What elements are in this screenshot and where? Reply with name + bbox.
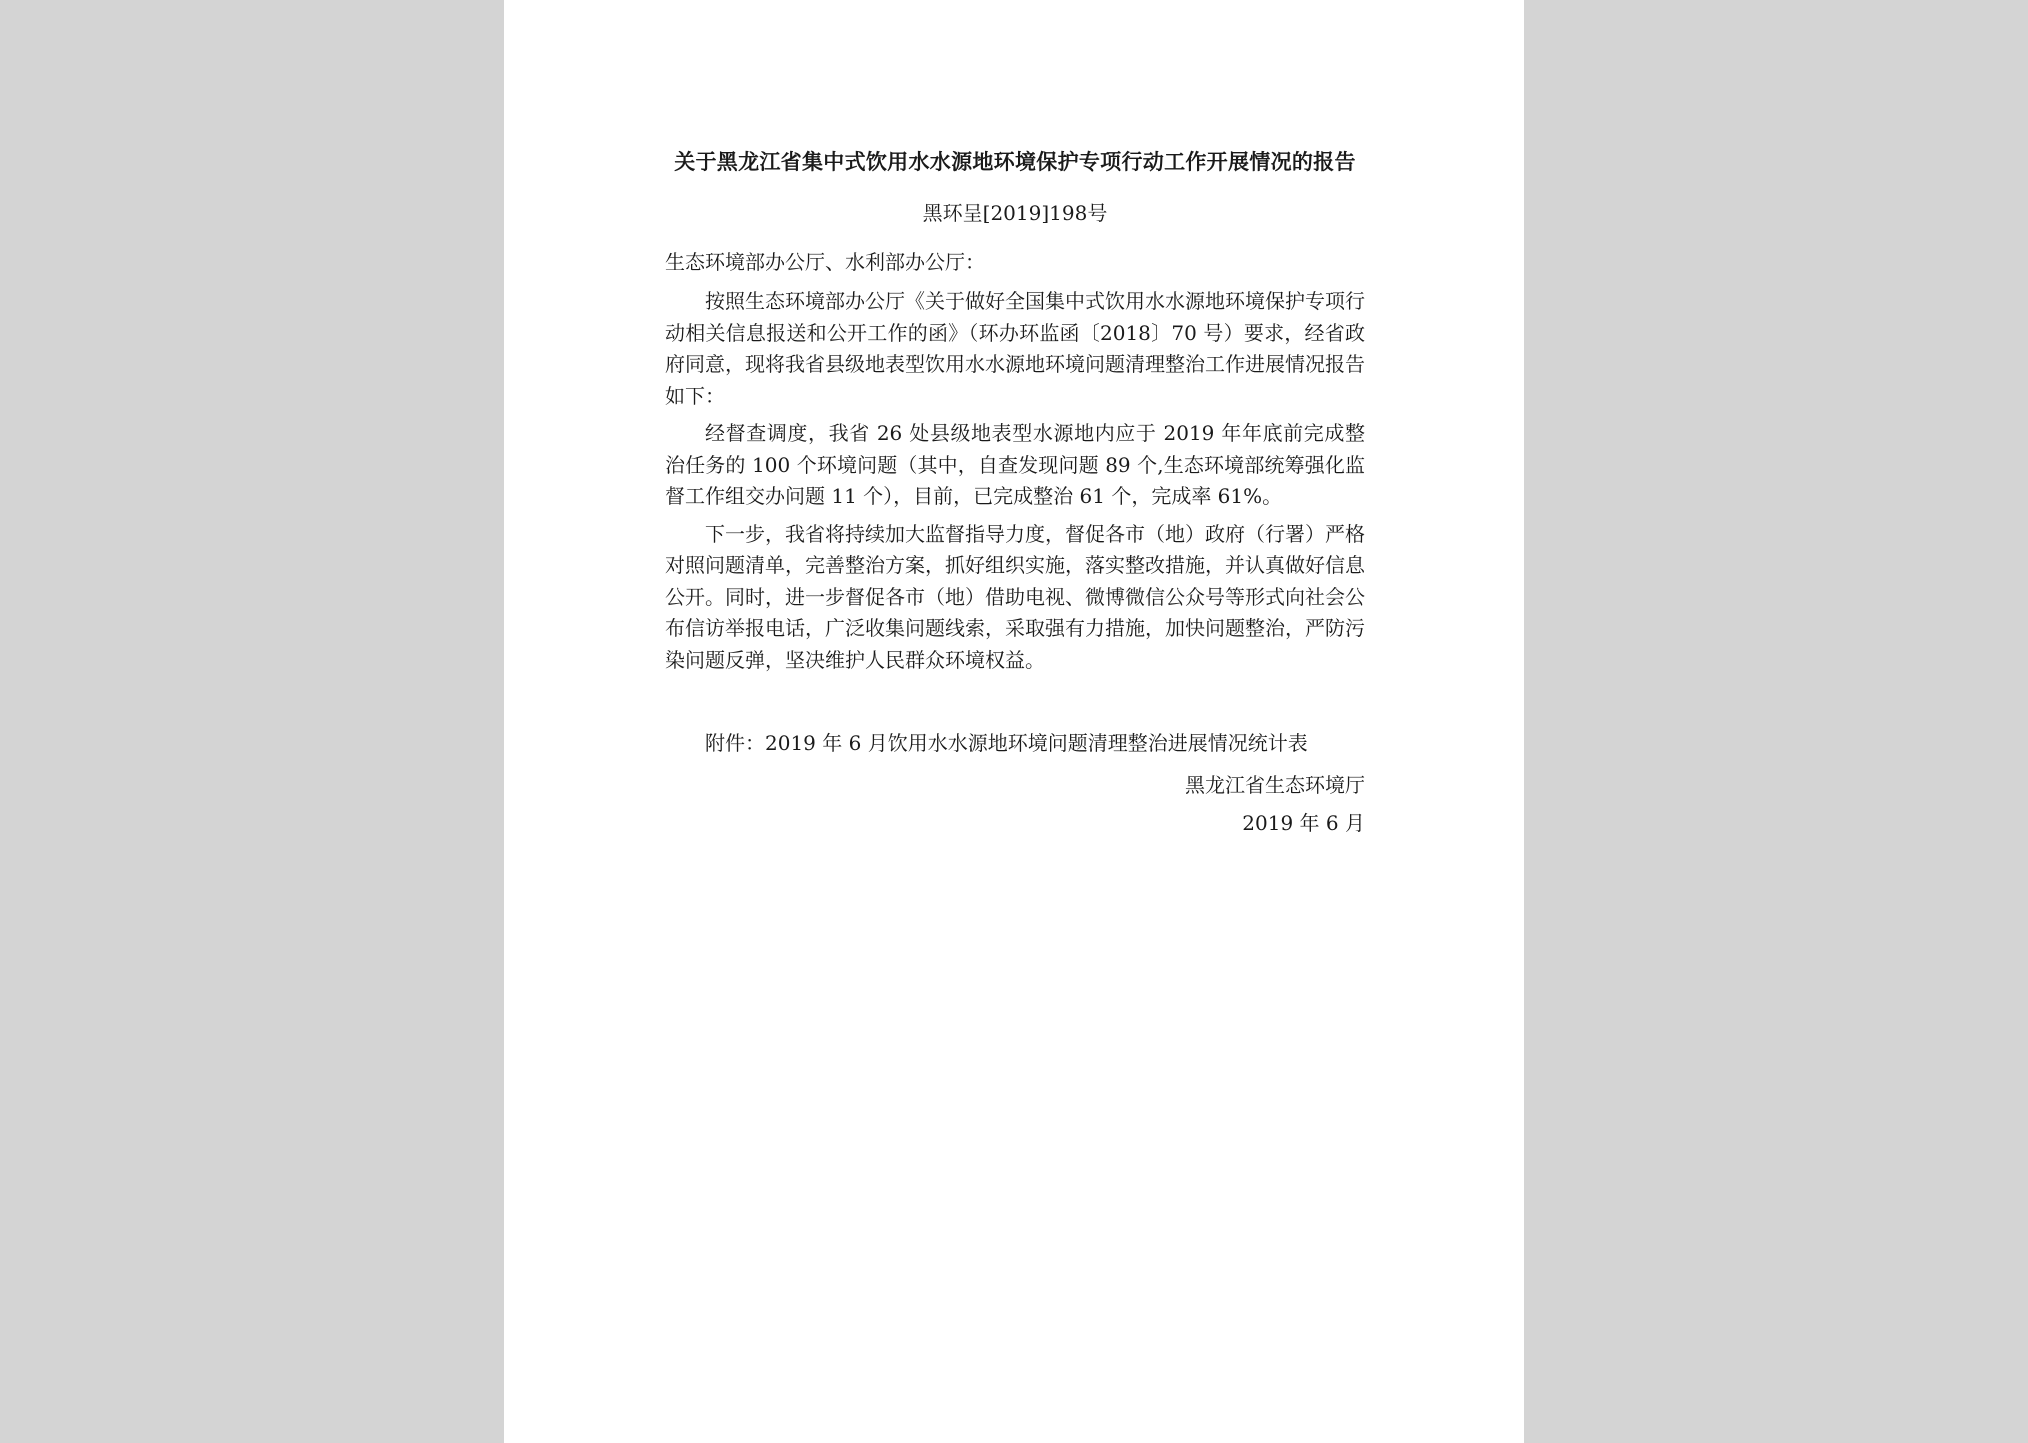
paragraph-3: 下一步，我省将持续加大监督指导力度，督促各市（地）政府（行署）严格对照问题清单，完善整治方案，抓好组织实施，落实整改措施，并认真做好信息公开。同时，进一步督促各市（地）借助电视、微博微信公众号等形式向社会公布信访举报电话，广泛收集问题线索，采取强有力措施，加快问题整治，严防污染问题反弹，坚决维护人民群众环境权益。 (665, 521, 1365, 672)
paragraph-2: 经督查调度，我省 26 处县级地表型水源地内应于 2019 年年底前完成整治任务的 100 个环境问题（其中，自查发现问题 89 个,生态环境部统筹强化监督工作组交办问题 11 个），目前，已完成整治 61 个，完成率 61%。 (665, 421, 1365, 508)
attachment-note: 附件：2019 年 6 月饮用水水源地环境问题清理整治进展情况统计表 (705, 731, 1308, 755)
paragraph-1: 按照生态环境部办公厅《关于做好全国集中式饮用水水源地环境保护专项行动相关信息报送和公开工作的函》（环办环监函〔2018〕70 号）要求，经省政府同意，现将我省县级地表型饮用水水源地环境问题清理整治工作进展情况报告如下： (665, 289, 1365, 408)
signature-block (665, 766, 1365, 842)
signature-organization: 黑龙江省生态环境厅 (1185, 772, 1365, 797)
document-page (504, 0, 1524, 1443)
document-number: 黑环呈[2019]198号 (922, 201, 1108, 225)
document-content (665, 146, 1365, 842)
document-title: 关于黑龙江省集中式饮用水水源地环境保护专项行动工作开展情况的报告 (674, 149, 1356, 174)
salutation: 生态环境部办公厅、水利部办公厅： (665, 250, 985, 274)
signature-date: 2019 年 6 月 (1242, 810, 1365, 835)
